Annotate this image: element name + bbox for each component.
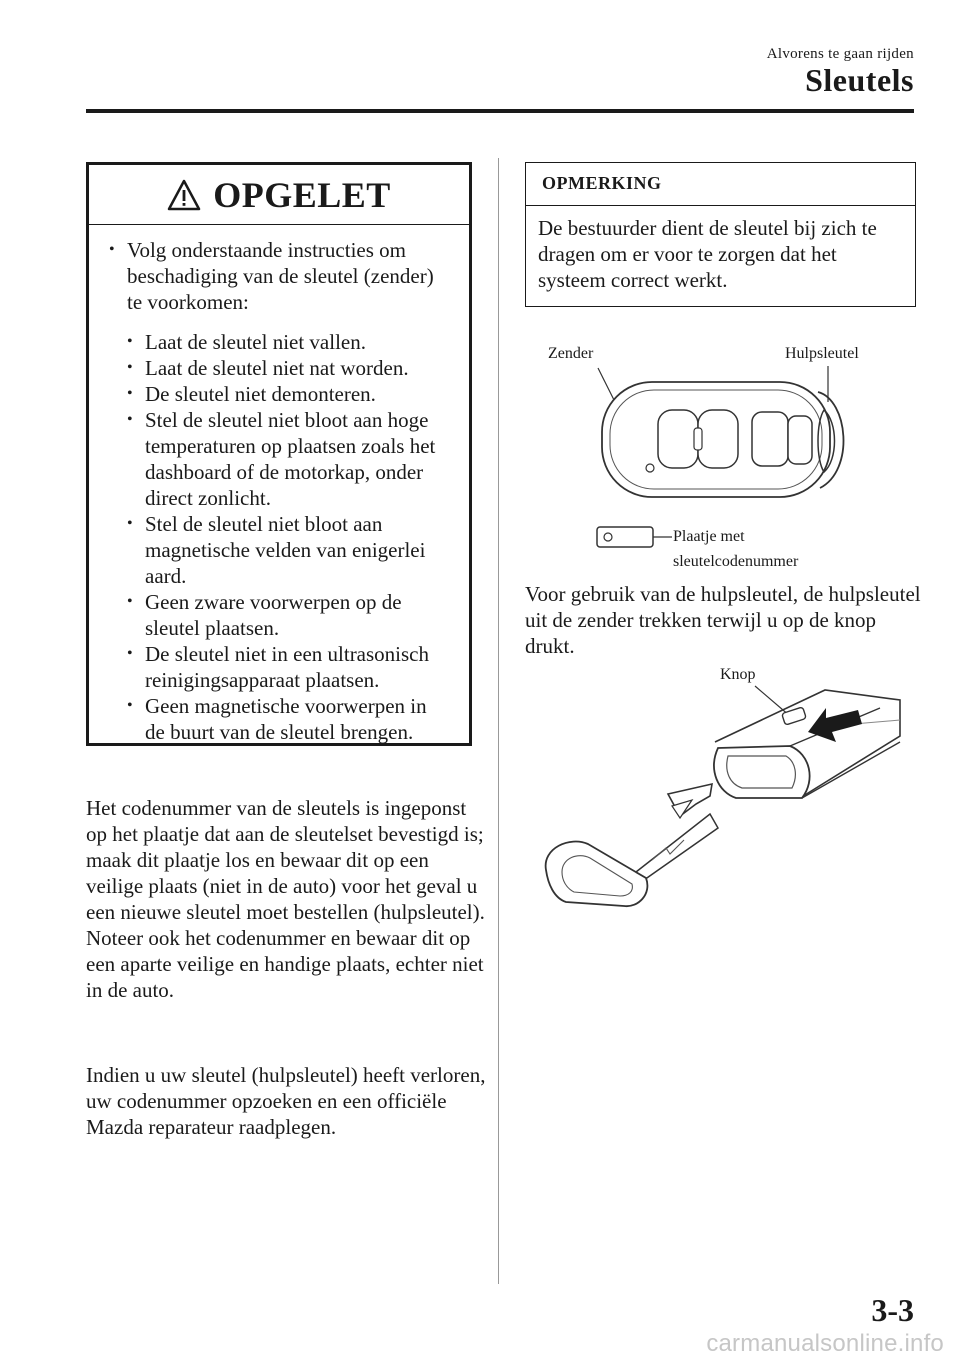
note-box <box>525 162 916 307</box>
page-number: 3-3 <box>871 1292 914 1328</box>
body-paragraph-aux-key-usage: Voor gebruik van de hulpsleutel, de hulpsleutel uit de zender trekken terwijl u op de knop drukt. <box>525 582 921 658</box>
note-title: OPMERKING <box>526 163 915 206</box>
page-title: Sleutels <box>805 62 914 98</box>
caution-item: • Laat de sleutel niet nat worden. <box>125 355 451 381</box>
watermark: carmanualsonline.info <box>706 1330 944 1357</box>
caution-item: • De sleutel niet in een ultrasonisch reinigingsapparaat plaatsen. <box>125 641 451 693</box>
caution-title: OPGELET <box>213 174 391 215</box>
label-button: Knop <box>720 666 756 683</box>
caution-item: • De sleutel niet demonteren. <box>125 381 451 407</box>
column-divider <box>498 158 499 1284</box>
body-paragraph-lost-key: Indien u uw sleutel (hulpsleutel) heeft verloren, uw codenummer opzoeken en een officiële Mazda reparateur raadplegen. <box>86 1063 486 1139</box>
note-text: De bestuurder dient de sleutel bij zich te dragen om er voor te zorgen dat het systeem correct werkt. <box>538 216 877 292</box>
caution-item: • Stel de sleutel niet bloot aan magnetische velden van enigerlei aard. <box>125 511 451 589</box>
aux-key-removal-illustration <box>540 680 920 920</box>
caution-item: • Geen zware voorwerpen op de sleutel plaatsen. <box>125 589 451 641</box>
label-auxiliary-key: Hulpsleutel <box>785 345 859 362</box>
header-section-name: Alvorens te gaan rijden <box>766 46 914 62</box>
caution-header <box>89 165 469 225</box>
header-rule <box>86 109 914 113</box>
caution-item: • Laat de sleutel niet vallen. <box>125 329 451 355</box>
warning-triangle-icon <box>167 179 201 211</box>
caution-list <box>107 329 451 745</box>
label-plate-line1: Plaatje met <box>673 528 745 545</box>
caution-item: • Stel de sleutel niet bloot aan hoge temperaturen op plaatsen zoals het dashboard of de motorkap, onder direct zonlicht. <box>125 407 451 511</box>
label-plate-line2: sleutelcodenummer <box>673 553 799 570</box>
caution-box <box>86 162 472 746</box>
label-transmitter: Zender <box>548 345 594 362</box>
body-paragraph-code-number: Het codenummer van de sleutels is ingeponst op het plaatje dat aan de sleutelset bevestigd is; maak dit plaatje los en bewaar dit op een veilige plaats (niet in de auto) voor het geval u een nieuwe sleutel moet bestellen (hulpsleutel). Noteer ook het codenummer en bewaar dit op een aparte veilige en handige plaats, echter niet in de auto. <box>86 796 485 1002</box>
caution-item: • Geen magnetische voorwerpen in de buurt van de sleutel brengen. <box>125 693 451 745</box>
caution-intro: • Volg onderstaande instructies om beschadiging van de sleutel (zender) te voorkomen: <box>107 237 451 315</box>
caution-body <box>89 225 469 745</box>
